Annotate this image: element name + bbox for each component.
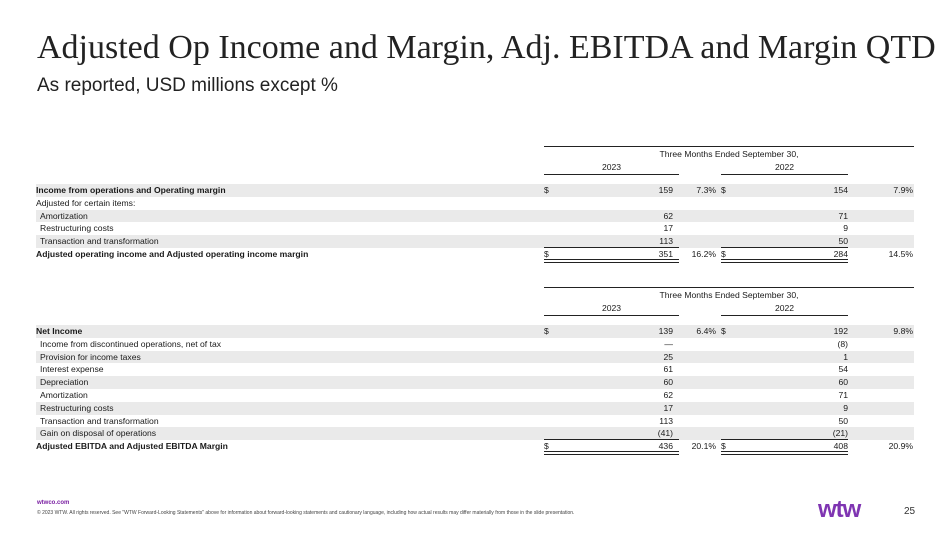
table-row xyxy=(36,402,914,415)
table-row xyxy=(36,338,914,351)
table-row xyxy=(36,389,914,402)
row-label: Provision for income taxes xyxy=(40,351,141,362)
value-2022: 9 xyxy=(843,223,848,234)
operating-income-table xyxy=(36,146,914,261)
total-double-rule xyxy=(544,451,679,455)
table-row xyxy=(36,197,914,210)
year-header-2023: 2023 xyxy=(601,162,622,172)
year-header-2022: 2022 xyxy=(774,162,795,172)
margin-2023: 6.4% xyxy=(696,326,716,336)
currency-2022: $ xyxy=(721,441,726,452)
year-rule-2023 xyxy=(544,174,679,175)
value-2022: 408 xyxy=(833,441,848,452)
currency-2023: $ xyxy=(544,441,549,452)
table-body xyxy=(36,184,914,261)
value-2022: 50 xyxy=(838,415,848,426)
table-body xyxy=(36,325,914,453)
value-2023: 17 xyxy=(663,223,673,234)
currency-2023: $ xyxy=(544,326,549,336)
value-2023: 113 xyxy=(659,415,673,426)
currency-2023: $ xyxy=(544,185,549,195)
slide-title: Adjusted Op Income and Margin, Adj. EBITDA and Margin QTD xyxy=(37,29,936,66)
value-2022: 284 xyxy=(833,248,848,259)
table-row xyxy=(36,235,914,248)
row-label: Amortization xyxy=(40,210,88,221)
margin-2023: 7.3% xyxy=(696,185,716,195)
row-label: Transaction and transformation xyxy=(40,415,159,426)
row-label: Transaction and transformation xyxy=(40,236,159,247)
total-double-rule xyxy=(721,451,848,455)
total-double-rule xyxy=(721,259,848,263)
row-label: Adjusted EBITDA and Adjusted EBITDA Margin xyxy=(36,441,228,452)
table-row xyxy=(36,440,914,453)
period-header: Three Months Ended September 30, xyxy=(659,290,799,300)
year-rule-2022 xyxy=(721,174,848,175)
period-header: Three Months Ended September 30, xyxy=(659,149,799,159)
margin-2022: 7.9% xyxy=(893,185,913,195)
value-2022: 154 xyxy=(833,185,848,195)
margin-2022: 9.8% xyxy=(893,326,913,336)
value-2023: 62 xyxy=(663,210,673,221)
value-2023: 436 xyxy=(658,441,673,452)
year-header-2022: 2022 xyxy=(774,303,795,313)
row-label: Income from discontinued operations, net of tax xyxy=(40,338,222,349)
total-double-rule xyxy=(544,259,679,263)
currency-2023: $ xyxy=(544,248,549,259)
value-2023: 351 xyxy=(658,248,673,259)
table-row xyxy=(36,248,914,261)
header-top-rule xyxy=(544,146,914,147)
footer-legal-notice: © 2023 WTW. All rights reserved. See "WTW Forward-Looking Statements" above for information about forward-looking statements and cautionary language, including how actual results may differ materially from those in the slide presentation. xyxy=(37,510,575,516)
row-label: Interest expense xyxy=(40,364,104,375)
wtw-logo: wtw xyxy=(818,496,861,523)
table-row xyxy=(36,363,914,376)
row-label: Depreciation xyxy=(40,377,89,388)
row-label: Adjusted operating income and Adjusted operating income margin xyxy=(36,248,309,259)
footer-website[interactable]: wtwco.com xyxy=(37,500,70,506)
row-label: Restructuring costs xyxy=(40,223,114,234)
table-row xyxy=(36,351,914,364)
year-rule-2023 xyxy=(544,315,679,316)
value-2023: 62 xyxy=(663,389,673,400)
row-label: Adjusted for certain items: xyxy=(36,197,136,208)
header-top-rule xyxy=(544,287,914,288)
table-row xyxy=(36,415,914,428)
value-2023: — xyxy=(664,338,673,349)
table-row xyxy=(36,325,914,338)
table-row xyxy=(36,184,914,197)
value-2022: 1 xyxy=(843,351,848,362)
margin-2023: 20.1% xyxy=(691,441,716,452)
value-2022: 71 xyxy=(838,389,848,400)
value-2023: 113 xyxy=(659,236,673,247)
value-2023: 17 xyxy=(663,402,673,413)
table-header xyxy=(36,287,914,325)
table-row xyxy=(36,376,914,389)
table-header xyxy=(36,146,914,184)
value-2022: 9 xyxy=(843,402,848,413)
margin-2022: 20.9% xyxy=(888,441,913,452)
adjusted-ebitda-table xyxy=(36,287,914,453)
table-row xyxy=(36,222,914,235)
year-header-2023: 2023 xyxy=(601,303,622,313)
table-row xyxy=(36,210,914,223)
value-2022: 50 xyxy=(838,236,848,247)
row-label: Net Income xyxy=(36,326,83,336)
row-label: Amortization xyxy=(40,389,88,400)
margin-2023: 16.2% xyxy=(691,248,716,259)
value-2023: 159 xyxy=(658,185,673,195)
value-2023: 139 xyxy=(658,326,673,336)
row-label: Income from operations and Operating margin xyxy=(36,185,226,195)
value-2022: 192 xyxy=(833,326,848,336)
value-2022: 60 xyxy=(838,377,848,388)
currency-2022: $ xyxy=(721,248,726,259)
year-rule-2022 xyxy=(721,315,848,316)
currency-2022: $ xyxy=(721,185,726,195)
value-2022: (21) xyxy=(832,428,848,439)
value-2023: (41) xyxy=(657,428,673,439)
row-label: Gain on disposal of operations xyxy=(40,428,157,439)
value-2022: (8) xyxy=(837,338,848,349)
margin-2022: 14.5% xyxy=(888,248,913,259)
row-label: Restructuring costs xyxy=(40,402,114,413)
value-2023: 60 xyxy=(663,377,673,388)
table-row xyxy=(36,427,914,440)
page-number: 25 xyxy=(904,506,916,517)
value-2023: 61 xyxy=(663,364,673,375)
currency-2022: $ xyxy=(721,326,726,336)
value-2023: 25 xyxy=(663,351,673,362)
value-2022: 54 xyxy=(838,364,848,375)
value-2022: 71 xyxy=(838,210,848,221)
slide-subtitle: As reported, USD millions except % xyxy=(37,75,338,96)
